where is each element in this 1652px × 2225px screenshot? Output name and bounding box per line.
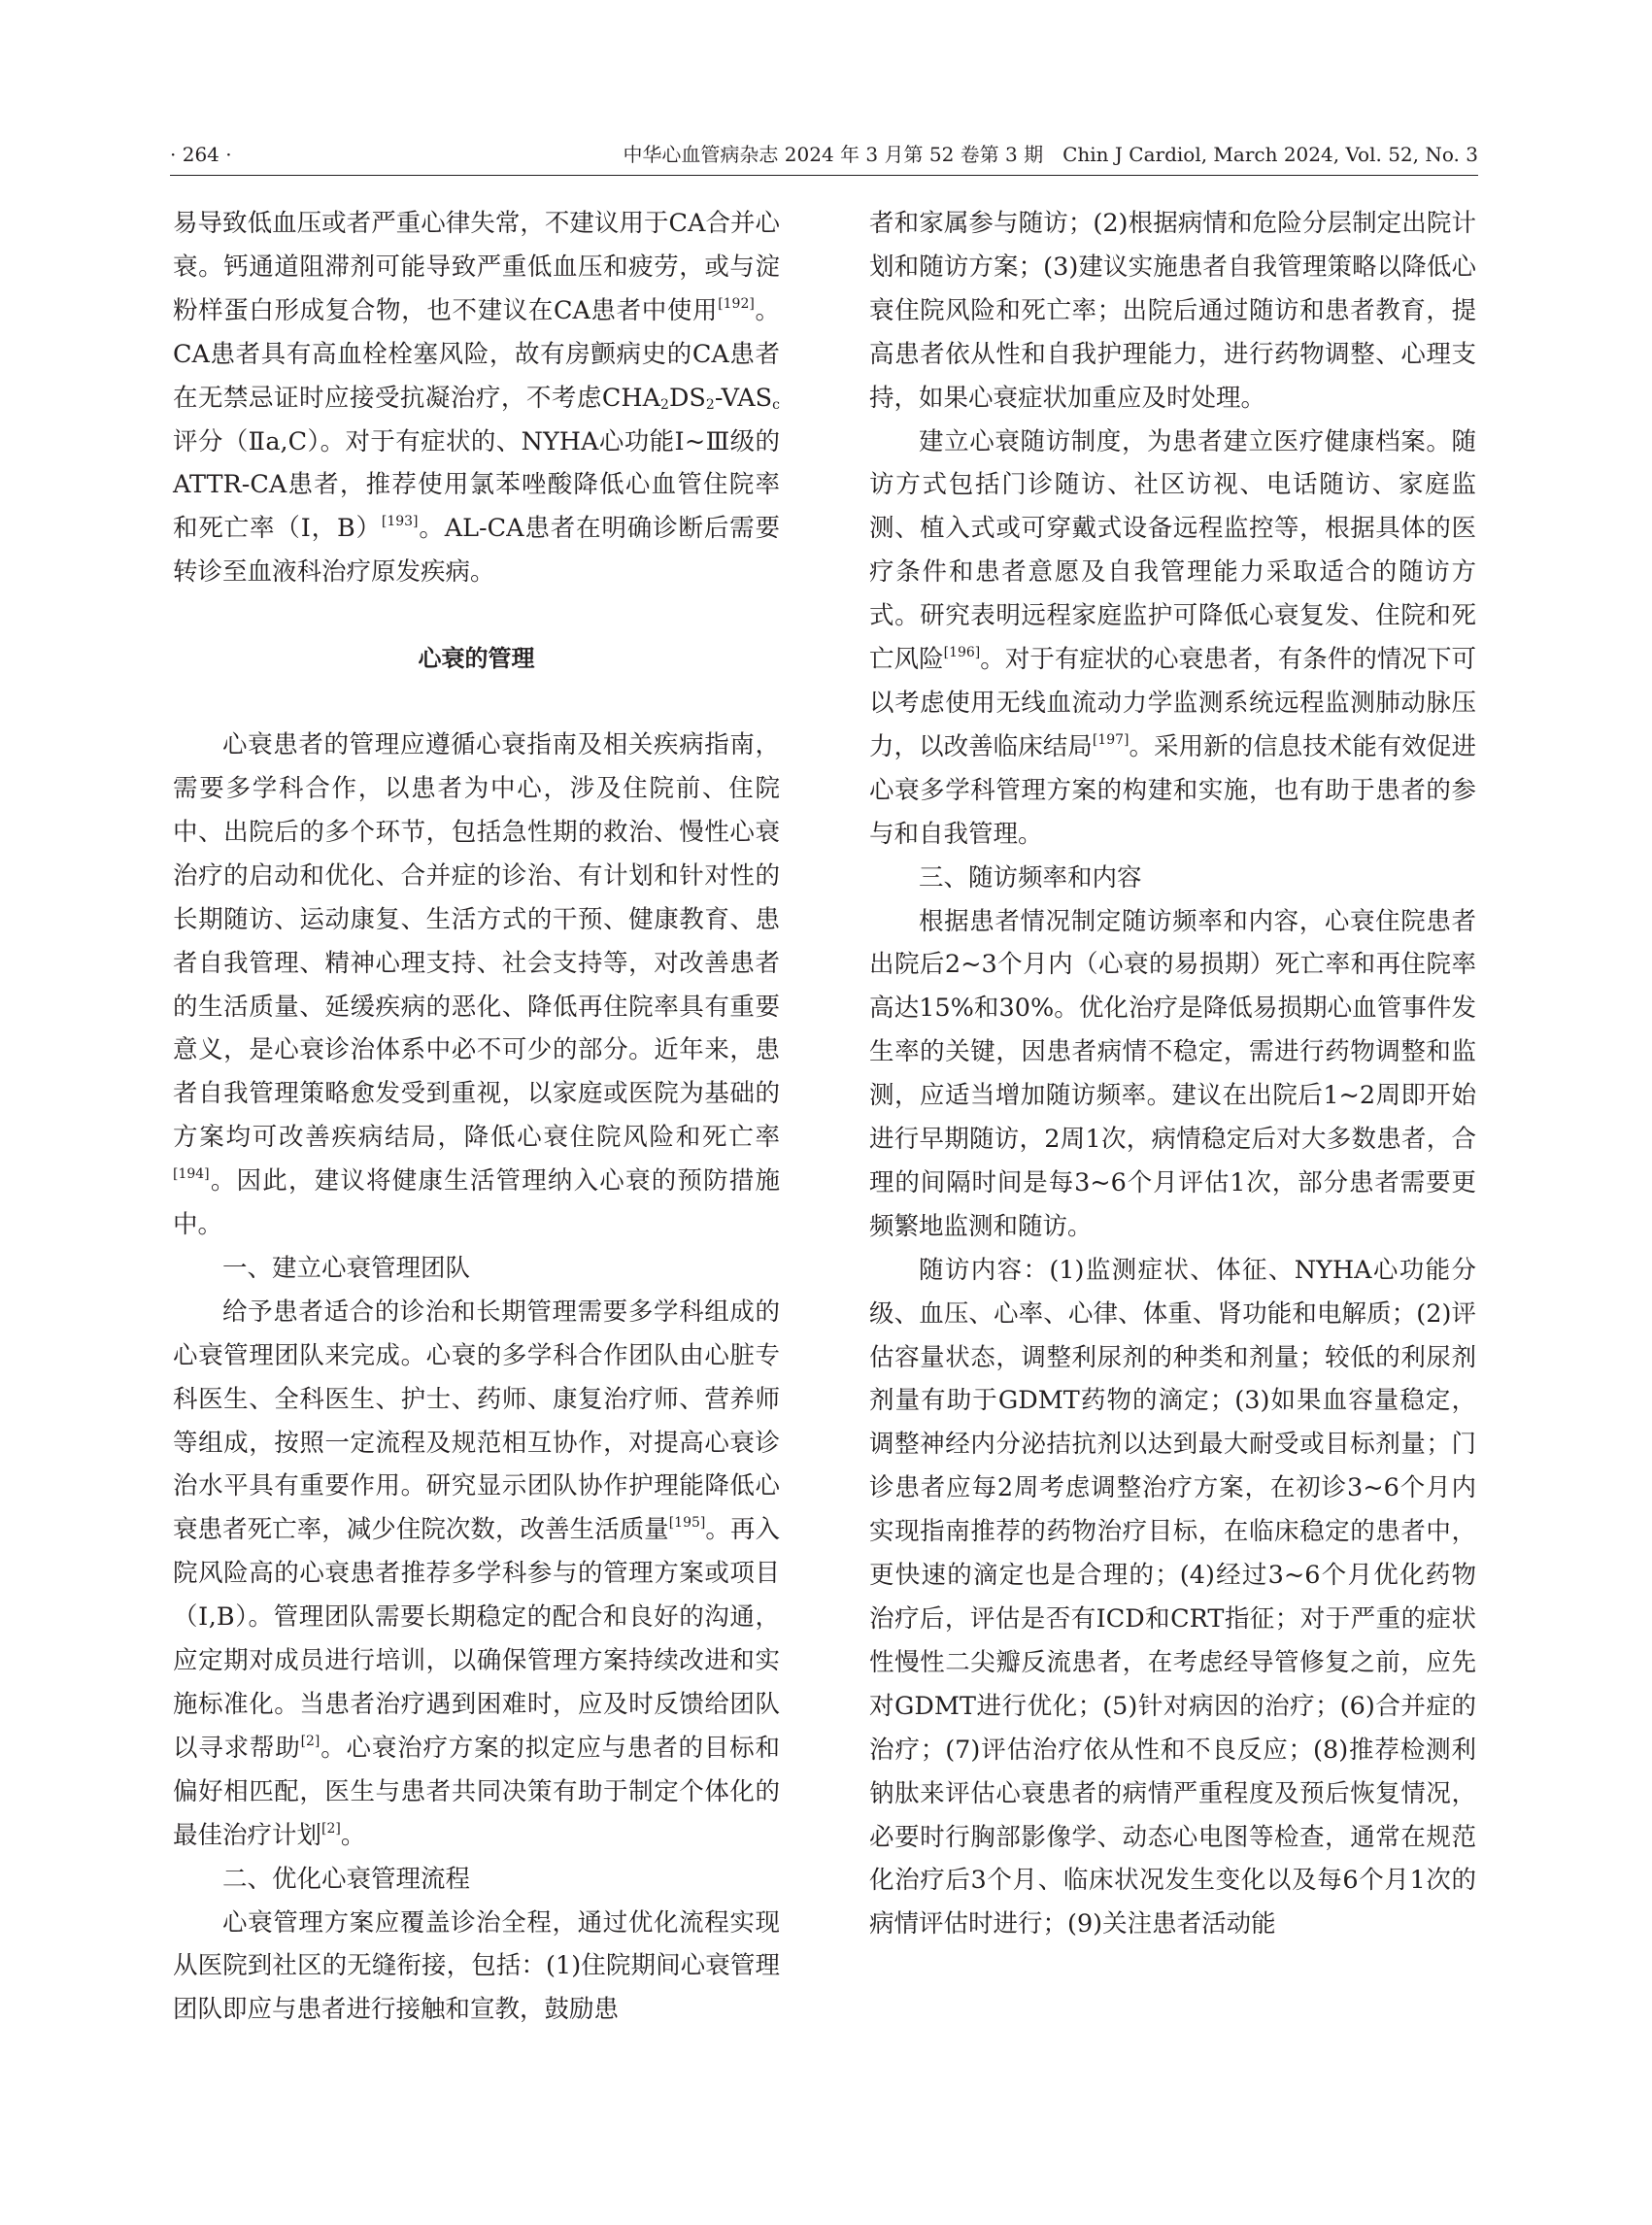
citation-ref: [196] (943, 645, 981, 661)
left-column (173, 202, 780, 2032)
paragraph-process-continued: 者和家属参与随访；(2)根据病情和危险分层制定出院计划和随访方案；(3)建议实施患者自我管理策略以降低心衰住院风险和死亡率；出院后通过随访和患者教育，提高患者依从性和自我护理能力，进行药物调整、心理支持，如果心衰症状加重应及时处理。 (869, 209, 1476, 413)
subheading-team: 一、建立心衰管理团队 (222, 1253, 471, 1283)
right-column (869, 202, 1476, 1946)
subheading-process: 二、优化心衰管理流程 (222, 1864, 471, 1894)
paragraph-follow-up-content: 随访内容：(1)监测症状、体征、NYHA心功能分级、血压、心率、心律、体重、肾功能和电解质；(2)评估容量状态，调整利尿剂的种类和剂量；较低的利尿剂剂量有助于GDMT药物的滴定；(3)如果血容量稳定，调整神经内分泌拮抗剂以达到最大耐受或目标剂量；门诊患者应每2周考虑调整治疗方案，在初诊3~6个月内实现指南推荐的药物治疗目标，在临床稳定的患者中，更快速的滴定也是合理的；(4)经过3~6个月优化药物治疗后，评估是否有ICD和CRT指征；对于严重的症状性慢性二尖瓣反流患者，在考虑经导管修复之前，应先对GDMT进行优化；(5)针对病因的治疗；(6)合并症的治疗；(7)评估治疗依从性和不良反应；(8)推荐检测利钠肽来评估心衰患者的病情严重程度及预后恢复情况，必要时行胸部影像学、动态心电图等检查，通常在规范化治疗后3个月、临床状况发生变化以及每6个月1次的病情评估时进行；(9)关注患者活动能 (869, 1255, 1476, 1939)
paragraph-ca-treatment: 易导致低血压或者严重心律失常，不建议用于CA合并心衰。钙通道阻滞剂可能导致严重低血压和疲劳，或与淀粉样蛋白形成复合物，也不建议在CA患者中使用[192]。CA患者具有高血栓栓塞风险，故有房颤病史的CA患者在无禁忌证时应接受抗凝治疗，不考虑$CHA_2DS_2-VAS_c$评分（Ⅱa,C）。对于有症状的、NYHA心功能Ⅰ~Ⅲ级的ATTR-CA患者，推荐使用氯苯唑酸降低心血管住院率和死亡率（Ⅰ，B）[193]。AL-CA患者在明确诊断后需要转诊至血液科治疗原发疾病。 (173, 209, 780, 588)
citation-ref: [194] (173, 1166, 210, 1183)
citation-ref: [2] (300, 1733, 320, 1749)
paragraph-hf-management-intro: 心衰患者的管理应遵循心衰指南及相关疾病指南，需要多学科合作，以患者为中心，涉及住院前、住院中、出院后的多个环节，包括急性期的救治、慢性心衰治疗的启动和优化、合并症的诊治、有计划和针对性的长期随访、运动康复、生活方式的干预、健康教育、患者自我管理、精神心理支持、社会支持等，对改善患者的生活质量、延缓疾病的恶化、降低再住院率具有重要意义，是心衰诊治体系中必不可少的部分。近年来，患者自我管理策略愈发受到重视，以家庭或医院为基础的方案均可改善疾病结局，降低心衰住院风险和死亡率[194]。因此，建议将健康生活管理纳入心衰的预防措施中。 (173, 730, 780, 1240)
citation-ref: [2] (321, 1820, 341, 1837)
citation-ref: [192] (718, 295, 755, 312)
header-rule (170, 175, 1478, 176)
paragraph-process: 心衰管理方案应覆盖诊治全程，通过优化流程实现从医院到社区的无缝衔接，包括：(1)住院期间心衰管理团队即应与患者进行接触和宣教，鼓励患 (173, 1907, 780, 2025)
citation-ref: [193] (381, 514, 419, 530)
page-header (170, 136, 1478, 173)
citation-ref: [195] (668, 1515, 706, 1532)
paragraph-team: 给予患者适合的诊治和长期管理需要多学科组成的心衰管理团队来完成。心衰的多学科合作团队由心脏专科医生、全科医生、护士、药师、康复治疗师、营养师等组成，按照一定流程及规范相互协作，对提高心衰诊治水平具有重要作用。研究显示团队协作护理能降低心衰患者死亡率，减少住院次数，改善生活质量[195]。再入院风险高的心衰患者推荐多学科参与的管理方案或项目（Ⅰ,B）。管理团队需要长期稳定的配合和良好的沟通，应定期对成员进行培训，以确保管理方案持续改进和实施标准化。当患者治疗遇到困难时，应及时反馈给团队以寻求帮助[2]。心衰治疗方案的拟定应与患者的目标和偏好相匹配，医生与患者共同决策有助于制定个体化的最佳治疗计划[2]。 (173, 1297, 780, 1850)
citation-ref: [197] (1092, 731, 1129, 748)
paragraph-follow-up-frequency: 根据患者情况制定随访频率和内容，心衰住院患者出院后2~3个月内（心衰的易损期）死亡率和再住院率高达15%和30%。优化治疗是降低易损期心血管事件发生率的关键，因患者病情不稳定，需进行药物调整和监测，应适当增加随访频率。建议在出院后1~2周即开始进行早期随访，2周1次，病情稳定后对大多数患者，合理的间隔时间是每3~6个月评估1次，部分患者需要更频繁地监测和随访。 (869, 906, 1476, 1241)
paragraph-follow-up-system: 建立心衰随访制度，为患者建立医疗健康档案。随访方式包括门诊随访、社区访视、电话随访、家庭监测、植入式或可穿戴式设备远程监控等，根据具体的医疗条件和患者意愿及自我管理能力采取适合的随访方式。研究表明远程家庭监护可降低心衰复发、住院和死亡风险[196]。对于有症状的心衰患者，有条件的情况下可以考虑使用无线血流动力学监测系统远程监测肺动脉压力，以改善临床结局[197]。采用新的信息技术能有效促进心衰多学科管理方案的构建和实施，也有助于患者的参与和自我管理。 (869, 426, 1476, 849)
page-number: · 264 · (170, 143, 232, 166)
section-title: 心衰的管理 (418, 645, 535, 673)
journal-citation: 中华心血管病杂志 2024 年 3 月第 52 卷第 3 期 Chin J Cardiol, March 2024, Vol. 52, No. 3 (623, 143, 1478, 166)
subheading-follow-up: 三、随访频率和内容 (919, 862, 1142, 893)
